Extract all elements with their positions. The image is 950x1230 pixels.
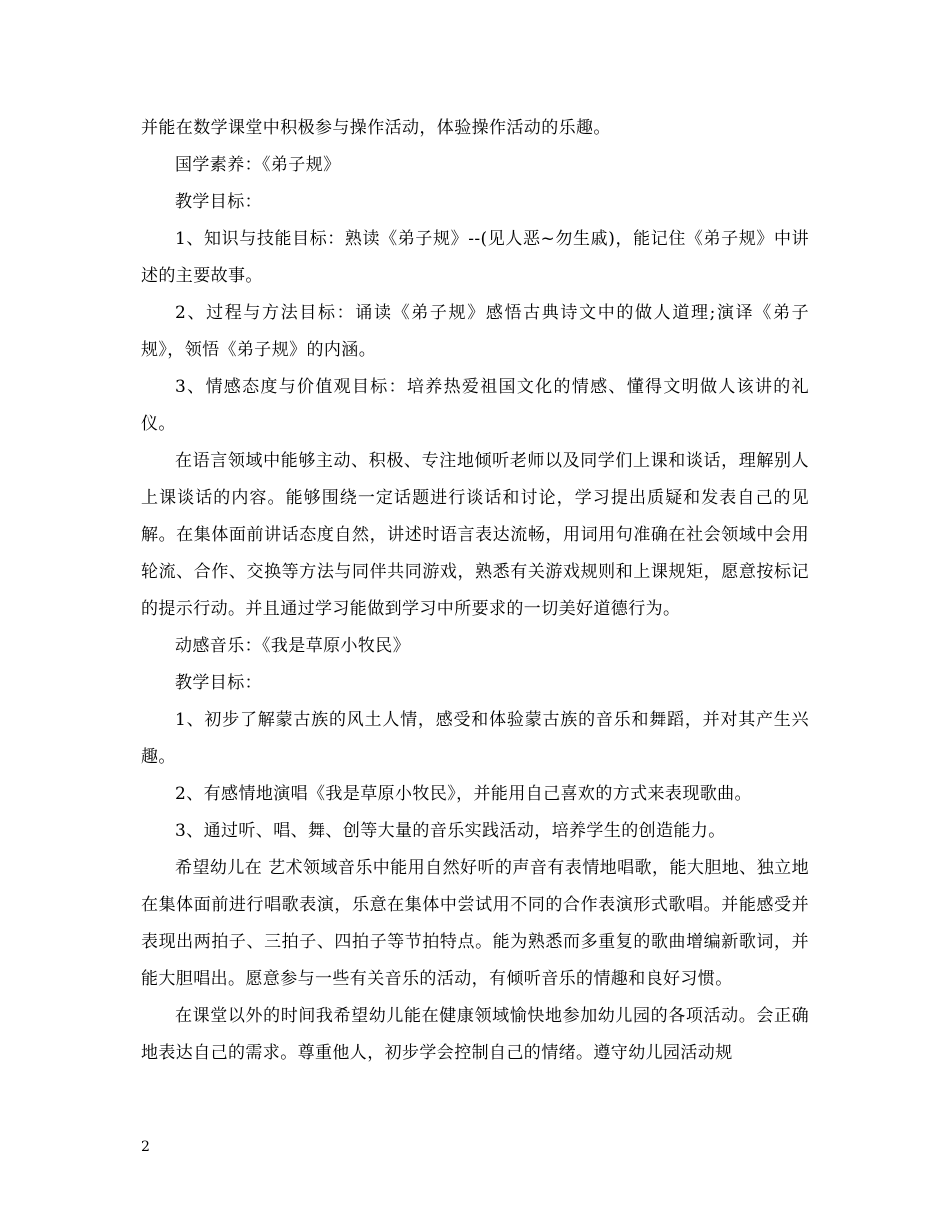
- paragraph-health-domain: 在课堂以外的时间我希望幼儿能在健康领域愉快地参加幼儿园的各项活动。会正确地表达自己的需求。尊重他人，初步学会控制自己的情绪。遵守幼儿园活动规: [141, 1006, 809, 1063]
- teaching-goals-label: 教学目标：: [175, 673, 262, 693]
- section-heading-guoxue: 国学素养：《弟子规》: [175, 155, 341, 175]
- teaching-goals-label: 教学目标：: [175, 192, 262, 212]
- music-goal-item-1: 1、初步了解蒙古族的风土人情，感受和体验蒙古族的音乐和舞蹈，并对其产生兴趣。: [141, 710, 809, 767]
- goal-item-3: 3、情感态度与价值观目标：培养热爱祖国文化的情感、懂得文明做人该讲的礼仪。: [141, 377, 809, 434]
- paragraph-art-domain: 希望幼儿在 艺术领域音乐中能用自然好听的声音有表情地唱歌，能大胆地、独立地在集体面前进行唱歌表演，乐意在集体中尝试用不同的合作表演形式歌唱。并能感受并表现出两拍子、三拍子、四拍子等节拍特点。能为熟悉而多重复的歌曲增编新歌词，并能大胆唱出。愿意参与一些有关音乐的活动，有倾听音乐的情趣和良好习惯。: [141, 858, 809, 989]
- goal-item-2: 2、过程与方法目标：诵读《弟子规》感悟古典诗文中的做人道理;演译《弟子规》，领悟《弟子规》的内涵。: [141, 303, 809, 360]
- music-goal-item-3: 3、通过听、唱、舞、创等大量的音乐实践活动，培养学生的创造能力。: [175, 821, 726, 841]
- paragraph-continuation: 并能在数学课堂中积极参与操作活动，体验操作活动的乐趣。: [141, 118, 611, 138]
- goal-item-1: 1、知识与技能目标：熟读《弟子规》--(见人恶~勿生戚)，能记住《弟子规》中讲述的主要故事。: [141, 229, 809, 286]
- section-heading-music: 动感音乐：《我是草原小牧民》: [175, 636, 411, 656]
- document-body: [141, 110, 809, 1072]
- paragraph-language-domain: 在语言领域中能够主动、积极、专注地倾听老师以及同学们上课和谈话，理解别人上课谈话的内容。能够围绕一定话题进行谈话和讨论，学习提出质疑和发表自己的见解。在集体面前讲话态度自然，讲述时语言表达流畅，用词用句准确在社会领域中会用轮流、合作、交换等方法与同伴共同游戏，熟悉有关游戏规则和上课规矩，愿意按标记的提示行动。并且通过学习能做到学习中所要求的一切美好道德行为。: [141, 451, 809, 619]
- music-goal-item-2: 2、有感情地演唱《我是草原小牧民》，并能用自己喜欢的方式来表现歌曲。: [175, 784, 752, 804]
- page-number: 2: [141, 1139, 150, 1155]
